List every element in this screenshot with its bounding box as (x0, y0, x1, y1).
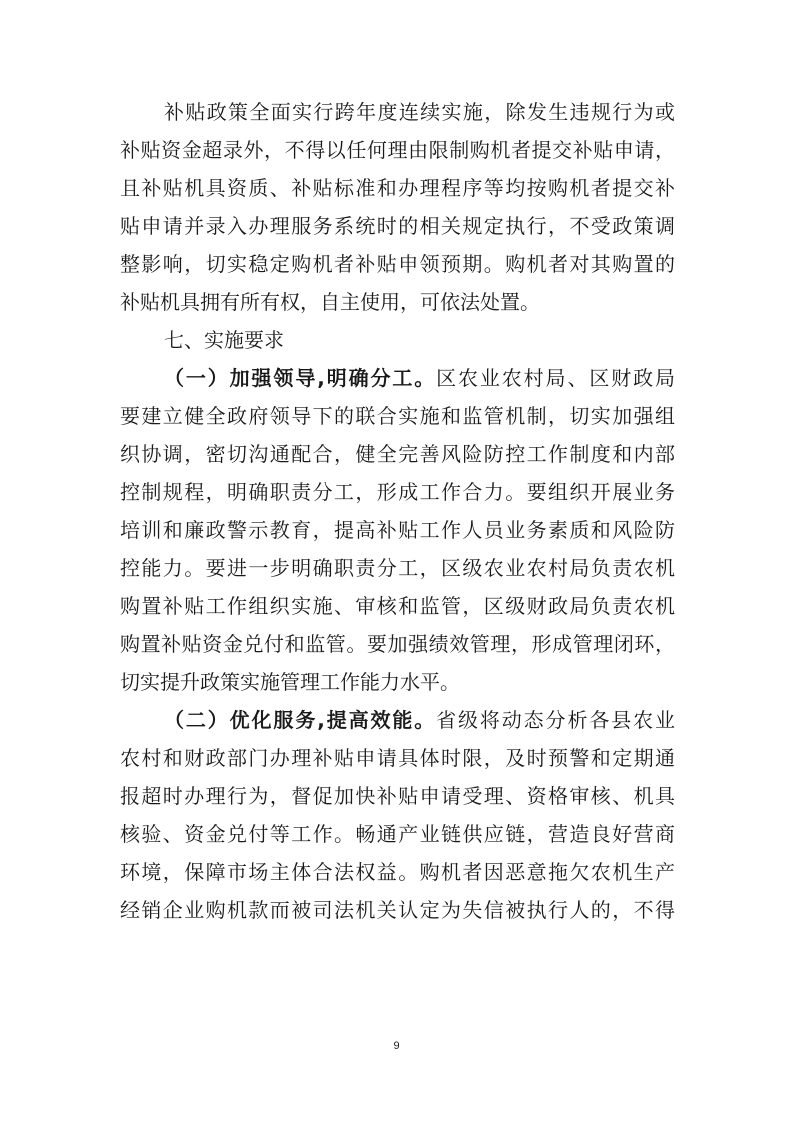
paragraph-subsidy-policy (120, 93, 675, 321)
paragraph-line: 购置补贴资金兑付和监管。要加强绩效管理，形成管理闭环， (120, 632, 675, 656)
paragraph-line: 报超时办理行为，督促加快补贴申请受理、资格审核、机具 (120, 784, 675, 808)
paragraph-line: 农村和财政部门办理补贴申请具体时限，及时预警和定期通 (120, 746, 675, 770)
paragraph-line: 补贴政策全面实行跨年度连续实施，除发生违规行为或 (164, 100, 675, 124)
paragraph-line: 且补贴机具资质、补贴标准和办理程序等均按购机者提交补 (120, 176, 675, 200)
paragraph-line-rest: 省级将动态分析各县农业 (436, 708, 675, 732)
paragraph-line: 整影响，切实稳定购机者补贴申领预期。购机者对其购置的 (120, 252, 675, 276)
paragraph-line: 要建立健全政府领导下的联合实施和监管机制，切实加强组 (120, 404, 675, 428)
paragraph-line: 控制规程，明确职责分工，形成工作合力。要组织开展业务 (120, 480, 675, 504)
paragraph-line: 织协调，密切沟通配合，健全完善风险防控工作制度和内部 (120, 442, 675, 466)
paragraph-line: 补贴资金超录外，不得以任何理由限制购机者提交补贴申请， (120, 138, 675, 162)
paragraph-lead-bold: （二）优化服务,提高效能。 (164, 708, 437, 732)
paragraph-line: 培训和廉政警示教育，提高补贴工作人员业务素质和风险防 (120, 518, 675, 542)
paragraph-line: 贴申请并录入办理服务系统时的相关规定执行，不受政策调 (120, 214, 675, 238)
document-body (120, 93, 675, 929)
paragraph-lead-bold: （一）加强领导,明确分工。 (164, 366, 437, 390)
paragraph-line: 补贴机具拥有所有权，自主使用，可依法处置。 (120, 290, 540, 314)
section-heading: 七、实施要求 (164, 328, 284, 352)
paragraph-line: 经销企业购机款而被司法机关认定为失信被执行人的，不得 (120, 898, 675, 922)
paragraph-line: 环境，保障市场主体合法权益。购机者因恶意拖欠农机生产 (120, 860, 675, 884)
paragraph-line-rest: 区农业农村局、区财政局 (436, 366, 675, 390)
page-number: 9 (393, 1040, 400, 1052)
paragraph-first-line (120, 701, 675, 739)
paragraph-line: 核验、资金兑付等工作。畅通产业链供应链，营造良好营商 (120, 822, 675, 846)
paragraph-line: 切实提升政策实施管理工作能力水平。 (120, 670, 460, 694)
paragraph-first-line (120, 359, 675, 397)
paragraph-line: 购置补贴工作组织实施、审核和监管，区级财政局负责农机 (120, 594, 675, 618)
paragraph-line: 控能力。要进一步明确职责分工，区级农业农村局负责农机 (120, 556, 675, 580)
paragraph-service (120, 701, 675, 929)
paragraph-leadership (120, 359, 675, 701)
